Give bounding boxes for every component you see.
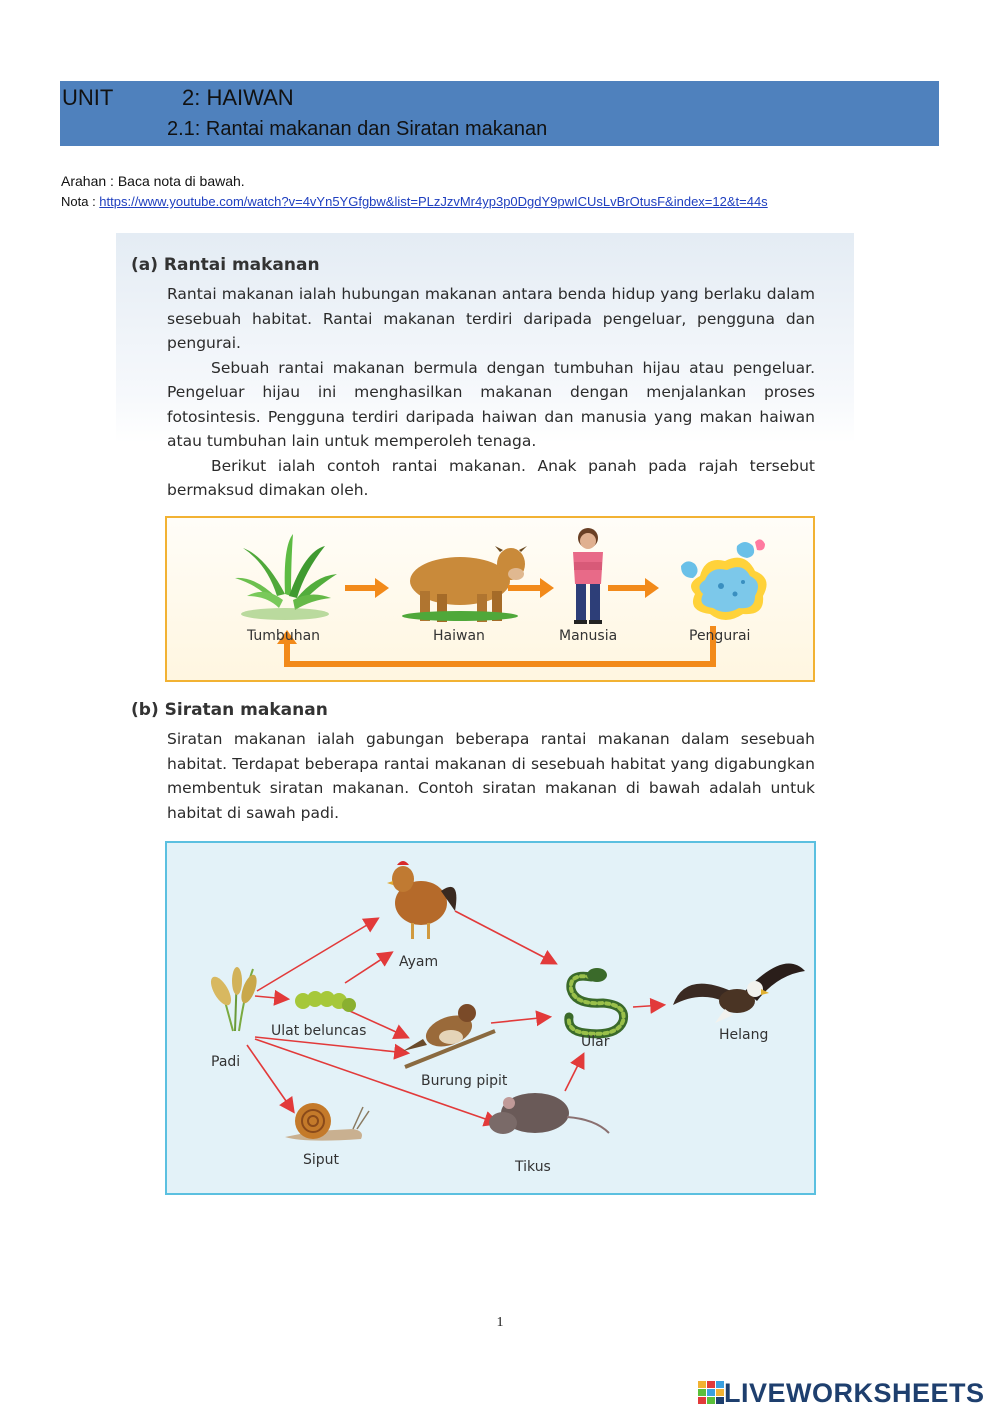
chain-label-pengurai: Pengurai (689, 628, 751, 644)
food-chain-graphics (165, 516, 815, 682)
return-arrow-icon (287, 626, 713, 664)
arrow-right-icon (508, 578, 554, 598)
arrow-right-icon (345, 578, 389, 598)
web-label-ulat: Ulat beluncas (271, 1023, 367, 1039)
sparrow-icon (403, 1004, 495, 1067)
section-a-text (167, 282, 815, 503)
web-label-helang: Helang (719, 1027, 769, 1043)
unit-label: UNIT (62, 85, 114, 110)
chain-label-manusia: Manusia (559, 628, 618, 644)
eagle-icon (673, 963, 805, 1023)
decomposer-icon (681, 539, 767, 620)
unit-title: 2: HAIWAN (182, 85, 294, 110)
web-label-padi: Padi (211, 1054, 241, 1070)
nota-line (61, 194, 768, 209)
web-label-tikus: Tikus (515, 1159, 551, 1175)
chain-label-tumbuhan: Tumbuhan (247, 628, 321, 644)
section-a-title: (a) Rantai makanan (131, 255, 320, 275)
arrow-right-icon (608, 578, 659, 598)
food-chain-diagram (165, 516, 815, 682)
rice-plant-icon (207, 967, 260, 1031)
subunit-title: 2.1: Rantai makanan dan Siratan makanan (167, 118, 548, 140)
section-b-paragraph-1: Siratan makanan ialah gabungan beberapa rantai makanan dalam sesebuah habitat. Terdapat beberapa rantai makanan di sesebuah habitat yang digabungkan membentuk siratan makanan. Contoh siratan makanan di bawah adalah untuk habitat di sawah padi. (167, 730, 815, 822)
caterpillar-icon (295, 991, 356, 1012)
section-a-paragraph-2: Sebuah rantai makanan bermula dengan tumbuhan hijau atau pengeluar. Pengeluar hijau ini menghasilkan makanan dengan menjalankan proses fotosintesis. Pengguna terdiri daripada haiwan dan manusia yang makan haiwan atau tumbuhan lain untuk memperoleh tenaga. (167, 358, 815, 450)
section-a-paragraph-1: Rantai makanan ialah hubungan makanan antara benda hidup yang berlaku dalam sesebuah habitat. Rantai makanan terdiri daripada pengeluar, pengguna dan pengurai. (167, 285, 815, 352)
section-b-text (167, 727, 815, 825)
section-a-paragraph-3: Berikut ialah contoh rantai makanan. Anak panah pada rajah tersebut bermaksud dimakan oleh. (167, 456, 815, 499)
nota-label: Nota : (61, 194, 100, 209)
liveworksheets-logo-text: LIVEWORKSHEETS (724, 1377, 985, 1408)
web-label-siput: Siput (303, 1152, 340, 1168)
web-label-ular: Ular (581, 1034, 610, 1050)
section-b-title: (b) Siratan makanan (131, 700, 328, 720)
liveworksheets-logo (698, 1378, 985, 1408)
web-label-ayam: Ayam (399, 954, 439, 970)
liveworksheets-logo-icon (698, 1381, 724, 1405)
instruction-text: Arahan : Baca nota di bawah. (61, 173, 245, 189)
rat-icon (489, 1093, 609, 1134)
chain-label-haiwan: Haiwan (433, 628, 485, 644)
web-label-burung: Burung pipit (421, 1073, 508, 1089)
man-icon (573, 528, 603, 624)
snake-icon (569, 968, 624, 1034)
food-web-graphics (165, 841, 816, 1195)
cow-icon (402, 546, 527, 622)
unit-header-bar (60, 81, 939, 146)
snail-icon (285, 1103, 369, 1141)
grass-icon (235, 534, 337, 620)
video-link[interactable]: https://www.youtube.com/watch?v=4vYn5YGfgbw&list=PLzJzvMr4yp3p0DgdY9pwICUsLvBrOtusF&index=12&t=44s (99, 194, 768, 209)
food-web-diagram (165, 841, 816, 1195)
page-number: 1 (496, 1315, 504, 1330)
chicken-icon (387, 861, 456, 939)
